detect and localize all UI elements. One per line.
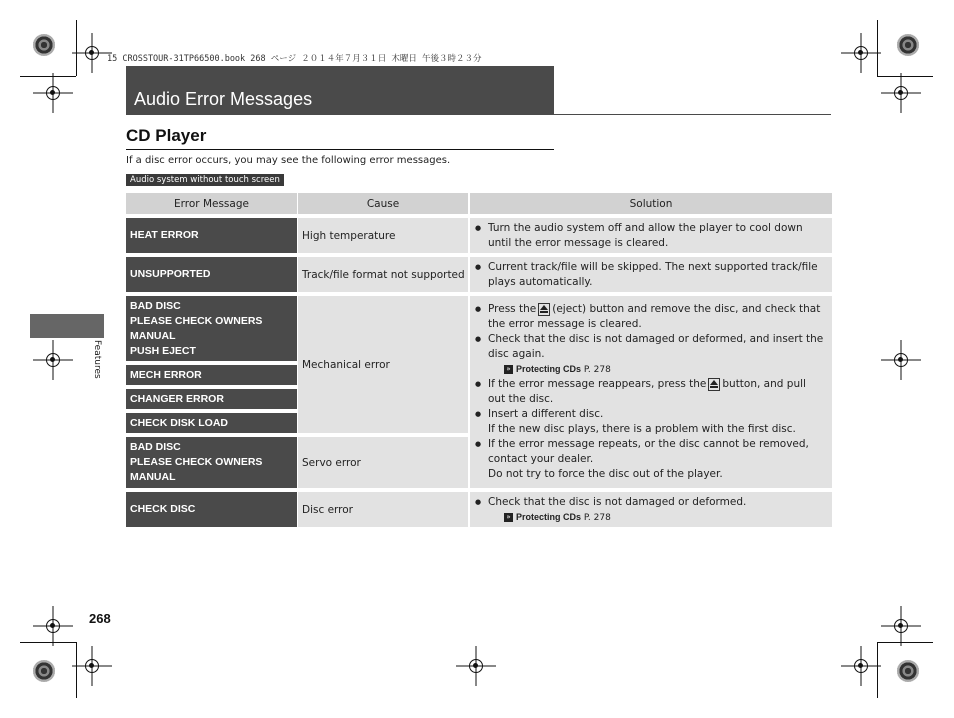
solution-bullet bbox=[474, 377, 826, 407]
solution-bullet: ● Current track/file will be skipped. The next supported track/file plays automatically. bbox=[474, 260, 826, 290]
crosshair-icon bbox=[894, 619, 908, 633]
title-divider bbox=[126, 114, 831, 115]
solution-cell bbox=[470, 257, 832, 292]
eject-icon bbox=[538, 303, 550, 316]
error-message: UNSUPPORTED bbox=[130, 268, 211, 280]
reference-arrow-icon: » bbox=[504, 513, 513, 522]
crop-line bbox=[877, 642, 933, 643]
crop-line bbox=[76, 642, 77, 698]
reference-label[interactable]: Protecting CDs bbox=[516, 364, 582, 374]
header-cause: Cause bbox=[298, 193, 468, 214]
cause-cell: High temperature bbox=[298, 218, 468, 253]
error-message-cell bbox=[126, 257, 297, 292]
error-message-line: PLEASE CHECK OWNERS bbox=[130, 314, 263, 327]
error-message: CHANGER ERROR bbox=[130, 392, 224, 405]
registration-seal-icon bbox=[897, 34, 919, 56]
applicability-badge: Audio system without touch screen bbox=[126, 174, 284, 186]
crosshair-icon bbox=[46, 86, 60, 100]
reference-label[interactable]: Protecting CDs bbox=[516, 511, 582, 522]
crop-line bbox=[877, 20, 878, 76]
cause-cell: Servo error bbox=[298, 437, 468, 488]
error-message: CHECK DISK LOAD bbox=[130, 416, 229, 429]
page-number: 268 bbox=[89, 611, 111, 626]
crop-line bbox=[76, 20, 77, 76]
solution-text: (eject) button and remove the disc, and check that the error message is cleared. bbox=[488, 303, 821, 330]
crosshair-icon bbox=[85, 46, 99, 60]
registration-seal-icon bbox=[33, 660, 55, 682]
registration-seal-icon bbox=[33, 34, 55, 56]
crosshair-icon bbox=[894, 86, 908, 100]
error-message-line: PLEASE CHECK OWNERS bbox=[130, 456, 263, 468]
error-message-cell bbox=[126, 218, 297, 253]
cause-cell: Track/file format not supported bbox=[298, 257, 468, 292]
solution-text: If the new disc plays, there is a problem with the first disc. bbox=[488, 423, 796, 435]
intro-text: If a disc error occurs, you may see the following error messages. bbox=[126, 155, 451, 166]
solution-bullet: ● Turn the audio system off and allow the player to cool down until the error message is cleared. bbox=[474, 221, 826, 251]
eject-icon bbox=[708, 378, 720, 391]
section-title: Audio Error Messages bbox=[134, 89, 313, 109]
solution-text: button, and pull out the disc. bbox=[488, 378, 806, 405]
book-header: 15 CROSSTOUR-31TP66500.book 268 ページ ２０１４年７月３１日 木曜日 午後３時２３分 bbox=[107, 54, 482, 64]
solution-bullet bbox=[474, 302, 826, 332]
crop-line bbox=[877, 642, 878, 698]
error-message-line: BAD DISC bbox=[130, 441, 181, 453]
header-solution: Solution bbox=[470, 193, 832, 214]
solution-cell bbox=[470, 492, 832, 527]
crosshair-icon bbox=[469, 659, 483, 673]
error-message-cell bbox=[126, 296, 297, 361]
solution-cell bbox=[470, 296, 832, 488]
solution-bullet bbox=[474, 437, 826, 482]
error-message-cell bbox=[126, 413, 297, 433]
cause-cell: Disc error bbox=[298, 492, 468, 527]
header-error-message: Error Message bbox=[126, 193, 297, 214]
subsection-divider bbox=[126, 149, 554, 150]
solution-text: Press the bbox=[488, 303, 537, 315]
chapter-tab-label: Features bbox=[92, 340, 102, 379]
solution-cell bbox=[470, 218, 832, 253]
error-message-cell bbox=[126, 365, 297, 385]
crosshair-icon bbox=[894, 353, 908, 367]
error-message-cell bbox=[126, 437, 297, 488]
chapter-tab bbox=[30, 314, 104, 338]
solution-text: If the error message reappears, press the bbox=[488, 378, 707, 390]
crosshair-icon bbox=[85, 659, 99, 673]
solution-text: Do not try to force the disc out of the player. bbox=[488, 468, 723, 480]
cause-cell: Mechanical error bbox=[298, 296, 468, 433]
crop-line bbox=[877, 76, 933, 77]
solution-bullet: ● Check that the disc is not damaged or deformed, and insert the disc again. bbox=[474, 332, 826, 362]
solution-bullet bbox=[474, 407, 826, 437]
subsection-title: CD Player bbox=[126, 126, 207, 145]
solution-text: ● Insert a different disc. bbox=[488, 408, 604, 420]
solution-text: ● If the error message repeats, or the disc cannot be removed, contact your dealer. bbox=[488, 438, 809, 465]
error-message-line: PUSH EJECT bbox=[130, 344, 196, 357]
reference-arrow-icon: » bbox=[504, 365, 513, 374]
crosshair-icon bbox=[854, 659, 868, 673]
error-message-cell bbox=[126, 389, 297, 409]
error-message: CHECK DISC bbox=[130, 503, 196, 515]
crop-line bbox=[20, 642, 76, 643]
registration-seal-icon bbox=[897, 660, 919, 682]
crosshair-icon bbox=[46, 619, 60, 633]
error-message-line: MANUAL bbox=[130, 329, 176, 342]
crop-line bbox=[20, 76, 76, 77]
cross-reference[interactable] bbox=[474, 510, 826, 525]
error-message-line: MANUAL bbox=[130, 471, 176, 483]
solution-bullet: ● Check that the disc is not damaged or deformed. bbox=[474, 495, 826, 510]
reference-page: P. 278 bbox=[583, 512, 611, 523]
crosshair-icon bbox=[46, 353, 60, 367]
error-message-line: BAD DISC bbox=[130, 299, 181, 312]
reference-page: P. 278 bbox=[583, 365, 611, 375]
error-message: MECH ERROR bbox=[130, 368, 202, 381]
error-message-cell bbox=[126, 492, 297, 527]
crosshair-icon bbox=[854, 46, 868, 60]
cross-reference[interactable] bbox=[474, 362, 826, 377]
error-message: HEAT ERROR bbox=[130, 229, 199, 241]
